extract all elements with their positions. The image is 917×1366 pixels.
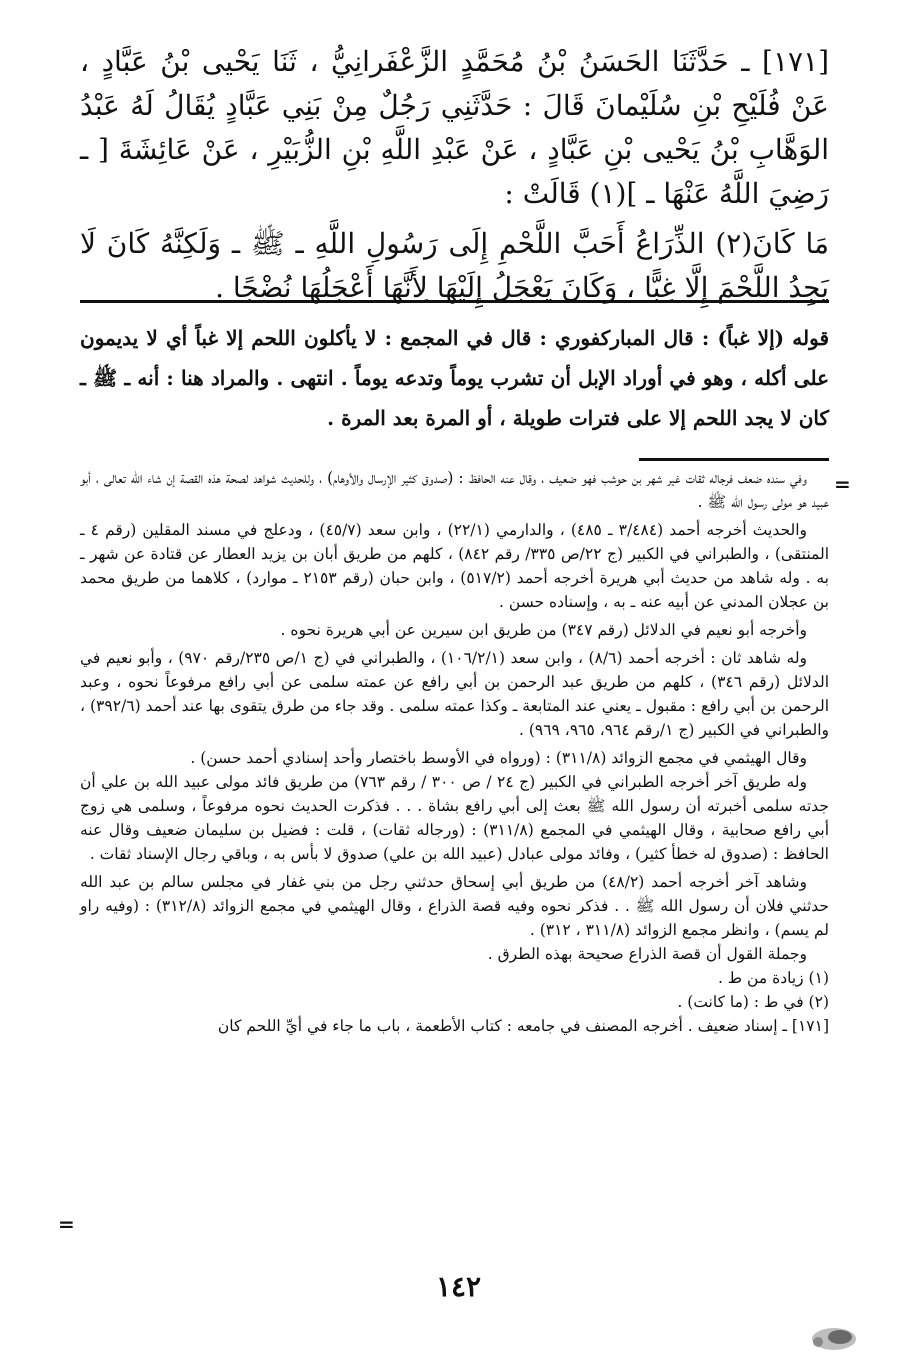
footnote-note: (١) زيادة من ط . [717, 969, 829, 987]
continuation-mark: = [834, 472, 851, 496]
hadith-matn: مَا كَانَ(٢) الذِّرَاعُ أَحَبَّ اللَّحْمِ إِلَى رَسُولِ اللَّهِ ـ ﷺ ـ وَلَكِنَّهُ كَانَ لَا يَجِدُ اللَّحْمَ إِلَّا غِبًّا ، وَكَانَ يَعْجَلُ إِلَيْهَا لِأَنَّهَا أَعْجَلُهَا نُضْجًا . [80, 227, 830, 304]
footnote-paragraph: وله طريق آخر أخرجه الطبراني في الكبير (ج ٢٤ / ص ٣٠٠ / رقم ٧٦٣) من طريق فائد مولى عبيد الله بن علي أن جدته سلمى أخبرته أن رسول الله ﷺ بعث إلى أبي رافع بشاة . . . فذكرت الحديث نحوه مرفوعاً ، وسلمى هي زوج أبي رافع صحابية ، وقال الهيثمي في المجمع (٣١١/٨) : (ورجاله ثقات) ، قلت : فضيل بن سليمان ضعيف وقال عنه الحافظ : (صدوق له خطأ كثير) ، وفائد مولى عبادل (عبيد الله بن علي) صدوق لا بأس به ، وباقي رجال الإسناد ثقات . [80, 773, 829, 863]
footnote-paragraph: والحديث أخرجه أحمد (٣/٤٨٤ ـ ٤٨٥) ، والدارمي (٢٢/١) ، وابن سعد (٤٥/٧) ، ودعلج في مسند المقلين (رقم ٤ ـ المنتقى) ، والطبراني في الكبير (ج ٢٢/ص ٣٣٥/ رقم ٨٤٢) ، كلهم من طريق أبان بن يزيد العطار عن قتادة عن شهر ـ به . وله شاهد من حديث أبي هريرة أخرجه أحمد (٥١٧/٢) ، وابن حبان (رقم ٢١٥٣ ـ موارد) ، كلاهما من طريق محمد بن عجلان المدني عن أبيه عنه ـ به ، وإسناده حسن . [80, 521, 829, 611]
commentary-text: قوله (إلا غباً) : قال المباركفوري : قال في المجمع : لا يأكلون اللحم إلا غباً أي لا يديمون على أكله ، وهو في أوراد الإبل أن تشرب يوماً وتدعه يوماً . انتهى . والمراد هنا : أنه ـ ﷺ ـ كان لا يجد اللحم إلا على فترات طويلة ، أو المرة بعد المرة . [80, 326, 829, 430]
decorative-ornament-icon [804, 1324, 860, 1354]
footnote-note: (٢) في ط : (ما كانت) . [677, 993, 829, 1011]
footnote-paragraph: وأخرجه أبو نعيم في الدلائل (رقم ٣٤٧) من طريق ابن سيرين عن أبي هريرة نحوه . [280, 621, 807, 639]
footnote-paragraph: وقال الهيثمي في مجمع الزوائد (٣١١/٨) : (ورواه في الأوسط باختصار وأحد إسنادي أحمد حسن) . [190, 749, 807, 767]
hadith-block [80, 40, 829, 310]
hadith-divider [80, 300, 829, 303]
commentary-block [80, 318, 829, 438]
page-number: ١٤٢ [435, 1270, 482, 1303]
footnote-paragraph: وله شاهد ثان : أخرجه أحمد (٨/٦) ، وابن سعد (١٠٦/٢/١) ، والطبراني في (ج ١/ص ٢٣٥/رقم ٩٧٠) ، وأبو نعيم في الدلائل (رقم ٣٤٦) ، كلهم من طريق عبد الرحمن بن أبي رافع عن عمته سلمى عن أبي رافع مرفوعاً نحوه ، وعبد الرحمن بن أبي رافع : مقبول ـ يعني عند المتابعة ـ وكذا عمته سلمى . وقد جاء من طرق يتقوى بها عند أحمد (٣٩٢/٦) ، والطبراني في الكبير (ج ١/رقم ٩٦٤، ٩٦٥، ٩٦٩) . [80, 649, 829, 739]
takhrij-continuation-mark: = [58, 1212, 75, 1236]
footnote-paragraph: وفي سنده ضعف فرجاله ثقات غير شهر بن حوشب فهو ضعيف ، وقال عنه الحافظ : (صدوق كثير الإرسال والأوهام) ، وللحديث شواهد لصحة هذه القصة إن شاء الله تعالى ، أبو عبيد هو مولى رسول الله ﷺ . [80, 469, 829, 511]
footnote-paragraph: وشاهد آخر أخرجه أحمد (٤٨/٢) من طريق أبي إسحاق حدثني رجل من بني غفار في مجلس سالم بن عبد الله حدثني فلان أن رسول الله ﷺ . . فذكر نحوه وفيه قصة الذراع ، وقال الهيثمي في مجمع الزوائد (٣١٢/٨) : (وفيه راو لم يسم) ، وانظر مجمع الزوائد (٣١١/٨ ، ٣١٢) . [80, 873, 829, 939]
hadith-isnad: [١٧١] ـ حَدَّثَنَا الحَسَنُ بْنُ مُحَمَّدٍ الزَّعْفَرانِيُّ ، ثَنَا يَحْيى بْنُ عَبَّادٍ ، عَنْ فُلَيْحِ بْنِ سُلَيْمانَ قَالَ : حَدَّثَنِي رَجُلٌ مِنْ بَنِي عَبَّادٍ يُقَالُ لَهُ عَبْدُ الوَهَّابِ بْنُ يَحْيى بْنِ عَبَّادٍ ، عَنْ عَبْدِ اللَّهِ بْنِ الزُّبَيْرِ ، عَنْ عَائِشَةَ [ ـ رَضِيَ اللَّهُ عَنْهَا ـ ](١) قَالَتْ : [80, 45, 829, 210]
footnote-divider [639, 458, 829, 461]
takhrij-line: [١٧١] ـ إسناد ضعيف . أخرجه المصنف في جامعه : كتاب الأطعمة ، باب ما جاء في أيِّ اللحم كان [217, 1017, 829, 1035]
footnotes-block [80, 466, 829, 1038]
footnote-paragraph: وجملة القول أن قصة الذراع صحيحة بهذه الطرق . [487, 945, 807, 963]
